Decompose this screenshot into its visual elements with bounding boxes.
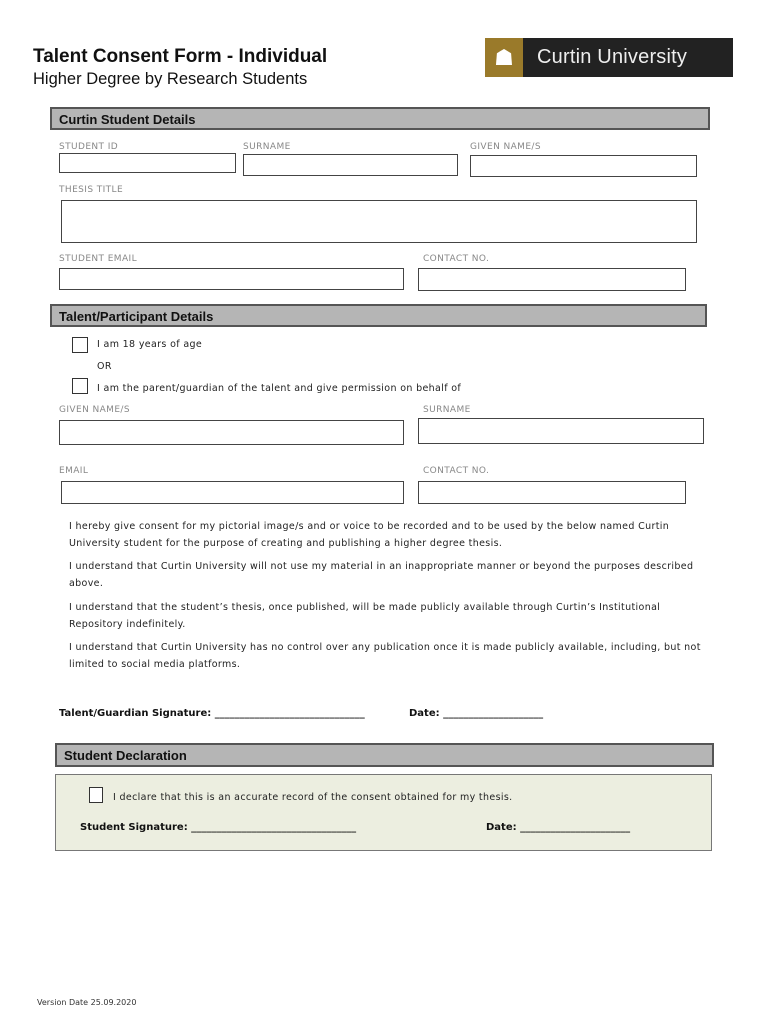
student-email-field[interactable] [59,268,404,290]
thesis-title-field[interactable] [61,200,697,243]
student-contact-field[interactable] [418,268,686,291]
talent-surname-field[interactable] [418,418,704,444]
section-header-talent-details: Talent/Participant Details [50,304,707,327]
declaration-panel [55,774,712,851]
given-names-label: GIVEN NAME/S [470,142,541,152]
student-id-label: STUDENT ID [59,142,119,152]
talent-contact-label: CONTACT NO. [423,466,490,476]
section-header-student-details: Curtin Student Details [50,107,710,130]
crest-icon: ☗ [485,38,523,77]
section-header-student-declaration: Student Declaration [55,743,714,767]
adult-option-label: I am 18 years of age [97,339,203,350]
or-label: OR [97,361,112,372]
talent-date-line[interactable]: Date: ____________________ [409,708,544,719]
student-contact-label: CONTACT NO. [423,254,490,264]
talent-given-names-label: GIVEN NAME/S [59,405,130,415]
guardian-checkbox[interactable] [72,378,88,394]
guardian-option-label: I am the parent/guardian of the talent and give permission on behalf of [97,383,462,394]
consent-paragraph: I understand that Curtin University will not use my material in an inappropriate manner or beyond the purposes described above. [69,561,694,589]
talent-surname-label: SURNAME [423,405,471,415]
version-date: Version Date 25.09.2020 [37,998,137,1007]
student-signature-line[interactable]: Student Signature: _________________________________ [80,822,357,833]
talent-contact-field[interactable] [418,481,686,504]
adult-checkbox[interactable] [72,337,88,353]
talent-signature-line[interactable]: Talent/Guardian Signature: ______________________________ [59,708,365,719]
talent-email-label: EMAIL [59,466,89,476]
student-date-line[interactable]: Date: ______________________ [486,822,631,833]
logo-text: Curtin University [537,46,688,68]
form-title: Talent Consent Form - Individual [33,46,328,67]
talent-given-names-field[interactable] [59,420,404,445]
surname-label: SURNAME [243,142,291,152]
consent-paragraph: I understand that the student’s thesis, once published, will be made publicly available through Curtin’s Institutional Repository indefinitely. [69,602,661,630]
declaration-statement: I declare that this is an accurate record of the consent obtained for my thesis. [113,792,513,803]
consent-paragraph: I understand that Curtin University has no control over any publication once it is made publicly available, including, but not limited to social media platforms. [69,642,701,670]
talent-email-field[interactable] [61,481,404,504]
consent-paragraph: I hereby give consent for my pictorial image/s and or voice to be recorded and to be used by the below named Curtin University student for the purpose of creating and publishing a higher degree thesis. [69,521,670,549]
curtin-logo [485,38,733,77]
form-subtitle: Higher Degree by Research Students [33,70,308,88]
student-given-names-field[interactable] [470,155,697,177]
student-surname-field[interactable] [243,154,458,176]
student-id-field[interactable] [59,153,236,173]
student-email-label: STUDENT EMAIL [59,254,137,264]
thesis-title-label: THESIS TITLE [59,185,124,195]
declaration-checkbox[interactable] [89,787,103,803]
